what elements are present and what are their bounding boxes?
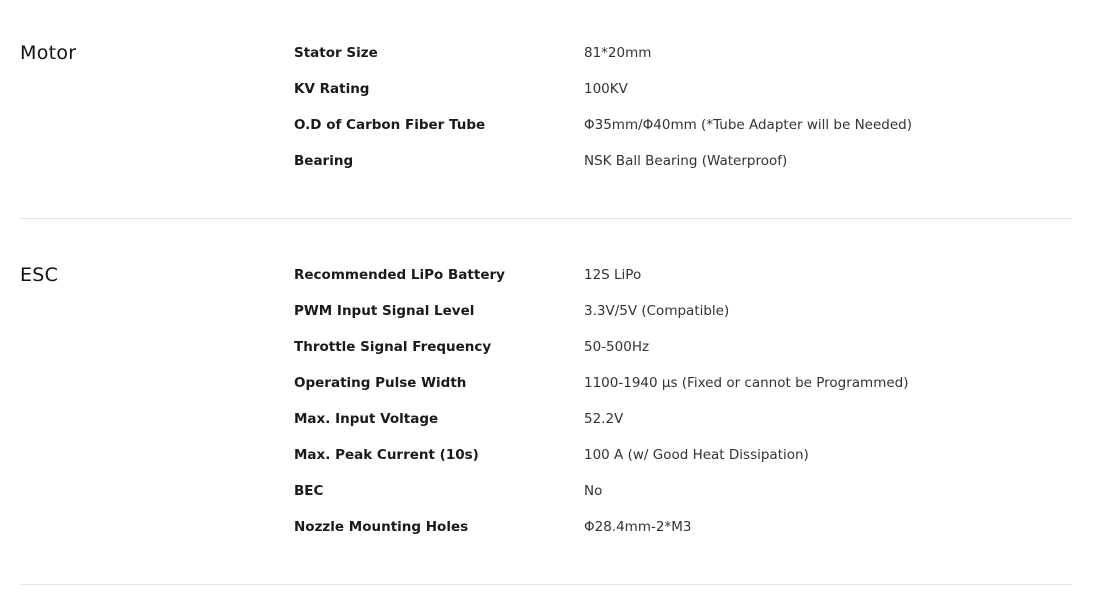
spec-value: No bbox=[584, 483, 603, 499]
spec-value: Φ28.4mm-2*M3 bbox=[584, 519, 692, 535]
spec-label: O.D of Carbon Fiber Tube bbox=[294, 117, 486, 133]
section-divider bbox=[20, 218, 1072, 219]
spec-label: KV Rating bbox=[294, 81, 370, 97]
spec-row-pulse-width bbox=[294, 375, 1054, 411]
spec-label: Max. Peak Current (10s) bbox=[294, 447, 479, 463]
spec-label: PWM Input Signal Level bbox=[294, 303, 475, 319]
spec-row-lipo-battery bbox=[294, 267, 1054, 303]
spec-label: Stator Size bbox=[294, 45, 378, 61]
spec-row-pwm-signal-level bbox=[294, 303, 1054, 339]
spec-row-stator-size bbox=[294, 45, 1054, 81]
spec-row-kv-rating bbox=[294, 81, 1054, 117]
spec-label: Bearing bbox=[294, 153, 354, 169]
section-divider bbox=[20, 584, 1072, 585]
spec-value: 100 A (w/ Good Heat Dissipation) bbox=[584, 447, 809, 463]
spec-row-bec bbox=[294, 483, 1054, 519]
spec-label: Max. Input Voltage bbox=[294, 411, 439, 427]
spec-value: 81*20mm bbox=[584, 45, 652, 61]
spec-label: Operating Pulse Width bbox=[294, 375, 467, 391]
spec-row-bearing bbox=[294, 153, 1054, 189]
spec-value: 52.2V bbox=[584, 411, 624, 427]
spec-row-max-peak-current bbox=[294, 447, 1054, 483]
spec-value: 1100-1940 μs (Fixed or cannot be Programmed) bbox=[584, 375, 909, 391]
spec-row-throttle-frequency bbox=[294, 339, 1054, 375]
spec-row-nozzle-mounting-holes bbox=[294, 519, 1054, 555]
spec-value: 3.3V/5V (Compatible) bbox=[584, 303, 730, 319]
spec-row-carbon-tube-od bbox=[294, 117, 1054, 153]
spec-label: Throttle Signal Frequency bbox=[294, 339, 492, 355]
spec-value: 50-500Hz bbox=[584, 339, 650, 355]
spec-label: BEC bbox=[294, 483, 324, 499]
spec-value: NSK Ball Bearing (Waterproof) bbox=[584, 153, 788, 169]
section-title-motor: Motor bbox=[20, 42, 77, 64]
spec-label: Recommended LiPo Battery bbox=[294, 267, 505, 283]
spec-row-max-input-voltage bbox=[294, 411, 1054, 447]
spec-value: Φ35mm/Φ40mm (*Tube Adapter will be Needed) bbox=[584, 117, 913, 133]
spec-value: 100KV bbox=[584, 81, 628, 97]
spec-label: Nozzle Mounting Holes bbox=[294, 519, 469, 535]
spec-value: 12S LiPo bbox=[584, 267, 642, 283]
section-title-esc: ESC bbox=[20, 264, 59, 286]
